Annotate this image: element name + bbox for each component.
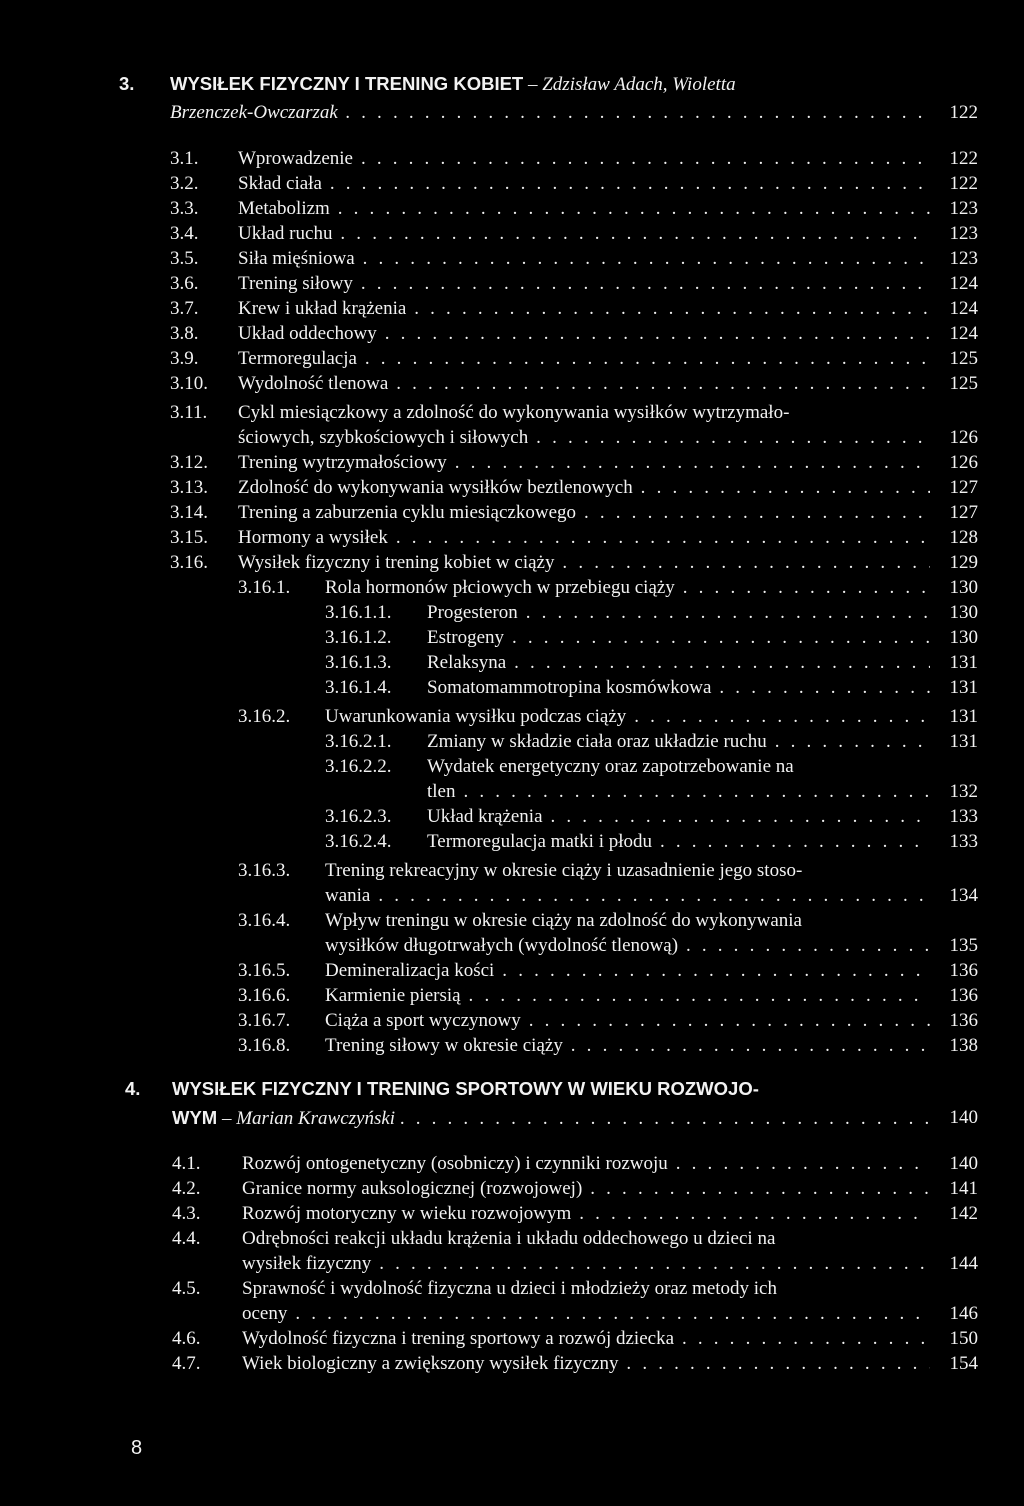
page-number: 122 — [949, 102, 978, 123]
entry-title: Termoregulacja matki i płodu . . . — [427, 829, 930, 855]
entry-number: 3.16.2.3. — [325, 806, 392, 827]
entry-title: Krew i układ krążenia . . . — [238, 296, 930, 322]
entry-number: 4.4. — [172, 1228, 201, 1249]
entry-number: 3.16.1.1. — [325, 602, 392, 623]
toc-entry — [0, 171, 1024, 197]
entry-title: Trening a zaburzenia cyklu miesiączkowego . . . — [238, 500, 930, 526]
toc-entry — [0, 1326, 1024, 1352]
toc-entry — [0, 1008, 1024, 1034]
entry-title-cont: ściowych, szybkościowych i siłowych . . . — [238, 425, 930, 451]
toc-entry — [0, 650, 1024, 676]
entry-number: 4.3. — [172, 1203, 201, 1224]
entry-title: Somatomammotropina kosmówkowa . . . — [427, 675, 930, 701]
entry-title: Demineralizacja kości . . . — [325, 958, 930, 984]
entry-number: 3.11. — [170, 402, 208, 423]
page-number: 124 — [949, 273, 978, 294]
toc-entry — [0, 754, 1024, 780]
entry-number: 3.3. — [170, 198, 199, 219]
page-number: 123 — [949, 223, 978, 244]
entry-title: Karmienie piersią . . . — [325, 983, 930, 1009]
toc-entry — [0, 858, 1024, 884]
entry-title: Wpływ treningu w okresie ciąży na zdolność do wykonywania — [325, 910, 802, 931]
toc-entry-cont — [0, 883, 1024, 909]
chapter-heading — [0, 1076, 1024, 1102]
entry-number: 3.16.2.1. — [325, 731, 392, 752]
toc-entry — [0, 1226, 1024, 1252]
entry-title: Trening siłowy w okresie ciąży . . . — [325, 1033, 930, 1059]
entry-title: Estrogeny . . . — [427, 625, 930, 651]
entry-number: 3.8. — [170, 323, 199, 344]
page-number: 133 — [949, 831, 978, 852]
entry-number: 3.12. — [170, 452, 208, 473]
entry-number: 3.16.8. — [238, 1035, 291, 1056]
entry-number: 3.5. — [170, 248, 199, 269]
page-number: 136 — [949, 960, 978, 981]
entry-number: 3.16. — [170, 552, 208, 573]
toc-entry — [0, 246, 1024, 272]
page-number: 132 — [949, 781, 978, 802]
entry-title: Skład ciała . . . — [238, 171, 930, 197]
entry-title: Trening wytrzymałościowy . . . — [238, 450, 930, 476]
entry-number: 3.9. — [170, 348, 199, 369]
page-number: 131 — [949, 706, 978, 727]
entry-title: Uwarunkowania wysiłku podczas ciąży . . . — [325, 704, 930, 730]
entry-number: 3.16.4. — [238, 910, 291, 931]
entry-title: Układ ruchu . . . — [238, 221, 930, 247]
page-number: 144 — [949, 1253, 978, 1274]
toc-entry — [0, 450, 1024, 476]
page-number: 136 — [949, 1010, 978, 1031]
entry-title: Rozwój motoryczny w wieku rozwojowym . . . — [242, 1201, 930, 1227]
toc-entry — [0, 1033, 1024, 1059]
page-number: 126 — [949, 427, 978, 448]
entry-number: 3.16.1.4. — [325, 677, 392, 698]
toc-entry-cont — [0, 425, 1024, 451]
entry-number: 3.10. — [170, 373, 208, 394]
entry-title: Zmiany w składzie ciała oraz układzie ruchu . . . — [427, 729, 930, 755]
page-number: 130 — [949, 577, 978, 598]
page-number: 128 — [949, 527, 978, 548]
dash: – — [221, 1108, 232, 1129]
entry-number: 3.16.1.2. — [325, 627, 392, 648]
entry-number: 4.5. — [172, 1278, 201, 1299]
dash: – — [527, 74, 538, 95]
entry-title: Metabolizm . . . — [238, 196, 930, 222]
page-number: 127 — [949, 502, 978, 523]
page-number: 125 — [949, 348, 978, 369]
page-number: 133 — [949, 806, 978, 827]
toc-entry — [0, 196, 1024, 222]
entry-number: 4.6. — [172, 1328, 201, 1349]
entry-title-cont: wysiłek fizyczny . . . — [242, 1251, 930, 1277]
toc-entry — [0, 1201, 1024, 1227]
entry-title: Wprowadzenie . . . — [238, 146, 930, 172]
entry-title: Progesteron . . . — [427, 600, 930, 626]
toc-entry-cont — [0, 1301, 1024, 1327]
entry-title: Zdolność do wykonywania wysiłków beztlenowych . . . — [238, 475, 930, 501]
toc-entry — [0, 475, 1024, 501]
chapter-title: WYSIŁEK FIZYCZNY I TRENING SPORTOWY W WIEKU ROZWOJO- — [172, 1078, 759, 1099]
page-number: 138 — [949, 1035, 978, 1056]
page-number: 127 — [949, 477, 978, 498]
page-number: 141 — [949, 1178, 978, 1199]
toc-entry — [0, 1176, 1024, 1202]
entry-title: Sprawność i wydolność fizyczna u dzieci i młodzieży oraz metody ich — [242, 1278, 777, 1299]
entry-title: Układ krążenia . . . — [427, 804, 930, 830]
entry-title: Wydolność tlenowa . . . — [238, 371, 930, 397]
toc-entry-cont — [0, 779, 1024, 805]
toc-entry — [0, 675, 1024, 701]
entry-title: Odrębności reakcji układu krążenia i układu oddechowego u dzieci na — [242, 1228, 776, 1249]
toc-entry — [0, 1351, 1024, 1377]
entry-number: 3.1. — [170, 148, 199, 169]
chapter-title: WYSIŁEK FIZYCZNY I TRENING KOBIET — [170, 73, 524, 94]
entry-number: 3.16.7. — [238, 1010, 291, 1031]
page-number: 135 — [949, 935, 978, 956]
page-number: 123 — [949, 248, 978, 269]
entry-title: Wysiłek fizyczny i trening kobiet w ciąży . . . — [238, 550, 930, 576]
toc-entry — [0, 704, 1024, 730]
folio-page-number: 8 — [131, 1437, 143, 1459]
entry-title: Granice normy auksologicznej (rozwojowej) . . . — [242, 1176, 930, 1202]
page-number: 136 — [949, 985, 978, 1006]
toc-entry-cont — [0, 933, 1024, 959]
entry-title-cont: wysiłków długotrwałych (wydolność tlenową) . . . — [325, 933, 930, 959]
entry-title: Wiek biologiczny a zwiększony wysiłek fizyczny . . . — [242, 1351, 930, 1377]
toc-entry — [0, 958, 1024, 984]
entry-title: Trening rekreacyjny w okresie ciąży i uzasadnienie jego stoso- — [325, 860, 803, 881]
page-number: 122 — [949, 173, 978, 194]
page-number: 123 — [949, 198, 978, 219]
toc-entry — [0, 908, 1024, 934]
entry-title: Rozwój ontogenetyczny (osobniczy) i czynniki rozwoju . . . — [242, 1151, 930, 1177]
chapter-heading-line2 — [0, 1105, 1024, 1131]
page-number: 150 — [949, 1328, 978, 1349]
page-number: 131 — [949, 731, 978, 752]
entry-title: Cykl miesiączkowy a zdolność do wykonywania wysiłków wytrzymało- — [238, 402, 790, 423]
entry-number: 3.16.1.3. — [325, 652, 392, 673]
page-number: 134 — [949, 885, 978, 906]
toc-entry — [0, 575, 1024, 601]
chapter-authors-cont: Brzenczek-Owczarzak . . . — [170, 100, 930, 126]
chapter-number: 4. — [125, 1078, 141, 1099]
entry-title: Układ oddechowy . . . — [238, 321, 930, 347]
page-number: 129 — [949, 552, 978, 573]
toc-entry — [0, 146, 1024, 172]
page-number: 130 — [949, 602, 978, 623]
entry-title: Siła mięśniowa . . . — [238, 246, 930, 272]
entry-title-cont: tlen . . . — [427, 779, 930, 805]
entry-title: Trening siłowy . . . — [238, 271, 930, 297]
toc-entry-cont — [0, 1251, 1024, 1277]
chapter-heading-line2 — [0, 100, 1024, 126]
entry-number: 3.7. — [170, 298, 199, 319]
toc-entry — [0, 271, 1024, 297]
entry-number: 3.6. — [170, 273, 199, 294]
entry-number: 4.2. — [172, 1178, 201, 1199]
page-number: 122 — [949, 148, 978, 169]
toc-entry — [0, 600, 1024, 626]
entry-number: 3.16.2.2. — [325, 756, 392, 777]
page-number: 126 — [949, 452, 978, 473]
entry-number: 3.14. — [170, 502, 208, 523]
toc-entry — [0, 804, 1024, 830]
page-number: 140 — [949, 1153, 978, 1174]
page-number: 154 — [949, 1353, 978, 1374]
entry-number: 3.15. — [170, 527, 208, 548]
toc-entry — [0, 983, 1024, 1009]
toc-entry — [0, 400, 1024, 426]
page-number: 142 — [949, 1203, 978, 1224]
entry-title: Relaksyna . . . — [427, 650, 930, 676]
toc-entry — [0, 625, 1024, 651]
entry-number: 4.7. — [172, 1353, 201, 1374]
page-number: 140 — [949, 1107, 978, 1128]
toc-entry — [0, 729, 1024, 755]
entry-number: 3.16.5. — [238, 960, 291, 981]
page-number: 131 — [949, 677, 978, 698]
chapter-title-cont: WYM — [172, 1107, 218, 1128]
entry-number: 3.16.2.4. — [325, 831, 392, 852]
entry-title: Hormony a wysiłek . . . — [238, 525, 930, 551]
entry-number: 3.16.2. — [238, 706, 291, 727]
chapter-heading — [0, 71, 1024, 97]
toc-entry — [0, 525, 1024, 551]
entry-title-cont: wania . . . — [325, 883, 930, 909]
entry-title: Rola hormonów płciowych w przebiegu ciąży . . . — [325, 575, 930, 601]
toc-entry — [0, 371, 1024, 397]
chapter-authors: Zdzisław Adach, Wioletta — [542, 74, 736, 95]
page-number: 124 — [949, 323, 978, 344]
entry-title: Termoregulacja . . . — [238, 346, 930, 372]
toc-entry — [0, 321, 1024, 347]
toc-entry — [0, 1151, 1024, 1177]
entry-number: 3.16.6. — [238, 985, 291, 1006]
page-number: 125 — [949, 373, 978, 394]
page-number: 131 — [949, 652, 978, 673]
toc-entry — [0, 829, 1024, 855]
page-number: 130 — [949, 627, 978, 648]
toc-entry — [0, 296, 1024, 322]
entry-number: 3.16.1. — [238, 577, 291, 598]
toc-entry — [0, 500, 1024, 526]
toc-entry — [0, 346, 1024, 372]
chapter-author: Marian Krawczyński — [236, 1108, 396, 1129]
entry-number: 4.1. — [172, 1153, 201, 1174]
toc-entry — [0, 550, 1024, 576]
toc-entry — [0, 221, 1024, 247]
entry-title-cont: oceny . . . — [242, 1301, 930, 1327]
entry-title: Wydatek energetyczny oraz zapotrzebowanie na — [427, 756, 794, 777]
entry-title: Ciąża a sport wyczynowy . . . — [325, 1008, 930, 1034]
entry-number: 3.2. — [170, 173, 199, 194]
page-number: 124 — [949, 298, 978, 319]
entry-title: Wydolność fizyczna i trening sportowy a rozwój dziecka . . . — [242, 1326, 930, 1352]
chapter-number: 3. — [119, 73, 135, 94]
entry-number: 3.16.3. — [238, 860, 291, 881]
entry-number: 3.4. — [170, 223, 199, 244]
page-number: 146 — [949, 1303, 978, 1324]
toc-entry — [0, 1276, 1024, 1302]
entry-number: 3.13. — [170, 477, 208, 498]
